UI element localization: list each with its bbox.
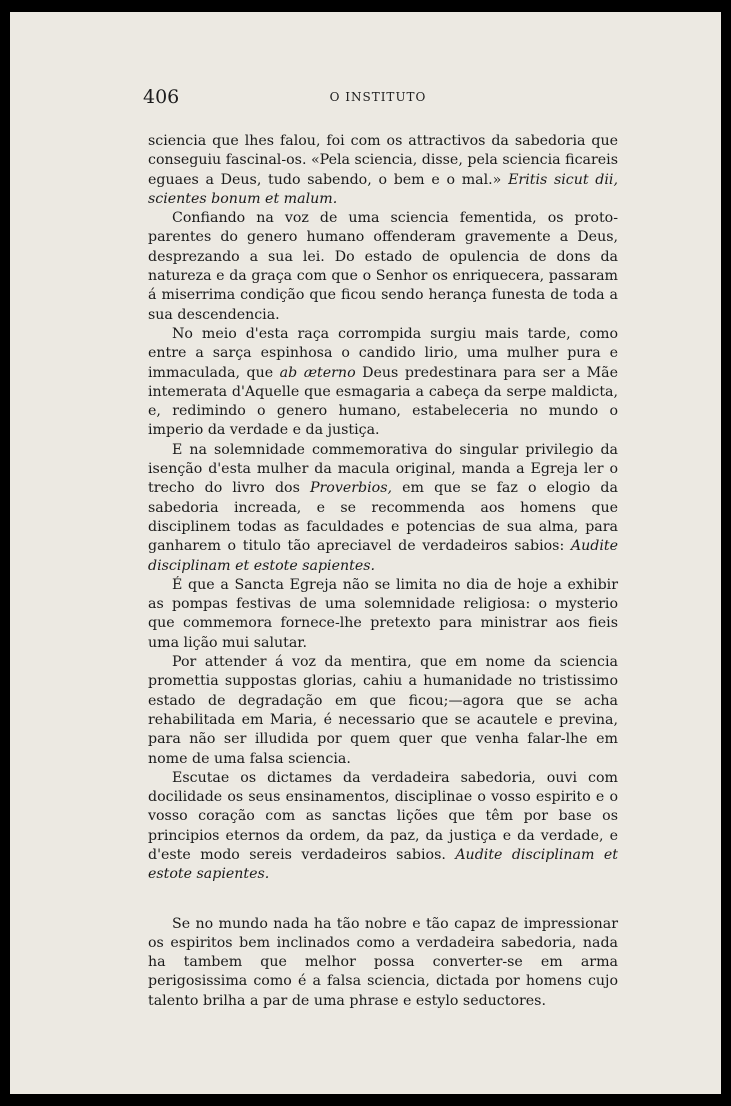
text-segment: É que a Sancta Egreja não se limita no dia de hoje a exhibir as pompas festivas de uma solemnidade religiosa: o mysterio que commemora fornece-lhe pretexto para ministrar aos fieis uma lição mui salutar. <box>148 576 618 651</box>
text-segment: E na solemnidade commemorativa do singular privilegio da isenção d'esta mulher da macula original, manda a Egreja ler o trecho do livro dos <box>148 441 618 497</box>
text-segment: No meio d'esta raça corrompida surgiu mais tarde, como entre a sarça espinhosa o candido lirio, uma mulher pura e immaculada, que <box>148 325 618 381</box>
body-text <box>148 132 618 1011</box>
italic-text: Eritis sicut dii, scientes bonum et malum. <box>148 171 618 207</box>
text-segment: Se no mundo nada ha tão nobre e tão capaz de impressionar os espiritos bem inclinados como a verdadeira sabedoria, nada ha tambem que melhor possa converter-se em arma perigosissima como é a falsa sciencia, dictada por homens cujo talento brilha a par de uma phrase e estylo seductores. <box>148 915 618 1009</box>
paragraph <box>148 769 618 885</box>
paragraph <box>148 441 618 576</box>
text-segment: Por attender á voz da mentira, que em nome da sciencia promettia suppostas glorias, cahiu a humanidade no tristissimo estado de degradação em que ficou;—agora que se acha rehabilitada em Maria, é necessario que se acautele e previna, para não ser illudida por quem quer que venha falar-lhe em nome de uma falsa sciencia. <box>148 654 618 767</box>
paragraph <box>148 325 618 441</box>
text-segment: Deus predestinara para ser a Mãe intemerata d'Aquelle que esmagaria a cabeça da serpe maldicta, e, redimindo o genero humano, estabeleceria no mundo o imperio da verdade e da justiça. <box>148 364 619 439</box>
paragraph <box>148 576 618 653</box>
page-header <box>135 86 621 108</box>
text-segment: em que se faz o elogio da sabedoria increada, e se recommenda aos homens que disciplinem todas as faculdades e potencias de sua alma, para ganharem o titulo tão apreciavel de verdadeiros sabios: <box>148 480 618 555</box>
paragraph <box>148 132 618 209</box>
paragraph <box>148 209 618 325</box>
page-number: 406 <box>143 86 180 108</box>
paragraph <box>148 653 618 769</box>
italic-text: Audite disciplinam et estote sapientes. <box>148 538 618 574</box>
italic-text: Audite disciplinam et estote sapientes. <box>148 846 618 883</box>
text-segment: Confiando na voz de uma sciencia fementida, os proto-parentes do genero humano offenderam gravemente a Deus, desprezando a sua lei. Do estado de opulencia de dons da natureza e da graça com que o Senhor os enriquecera, passaram á miserrima condição que ficou sendo herança funesta de toda a sua descendencia. <box>148 210 618 323</box>
italic-text: ab æterno <box>279 364 356 381</box>
italic-text: Proverbios, <box>309 480 392 497</box>
text-segment: sciencia que lhes falou, foi com os attractivos da sabedoria que conseguiu fascinal-os. «Pela sciencia, disse, pela sciencia ficareis eguaes a Deus, tudo sabendo, o bem e o mal.» <box>148 133 618 188</box>
paragraph <box>148 915 618 1011</box>
running-title: O INSTITUTO <box>329 90 427 104</box>
text-segment: Escutae os dictames da verdadeira sabedoria, ouvi com docilidade os seus ensinamentos, disciplinae o vosso espirito e o vosso coração com as sanctas lições que têm por base os principios eternos da ordem, da paz, da justiça e da verdade, e d'este modo sereis verdadeiros sabios. <box>148 769 618 863</box>
